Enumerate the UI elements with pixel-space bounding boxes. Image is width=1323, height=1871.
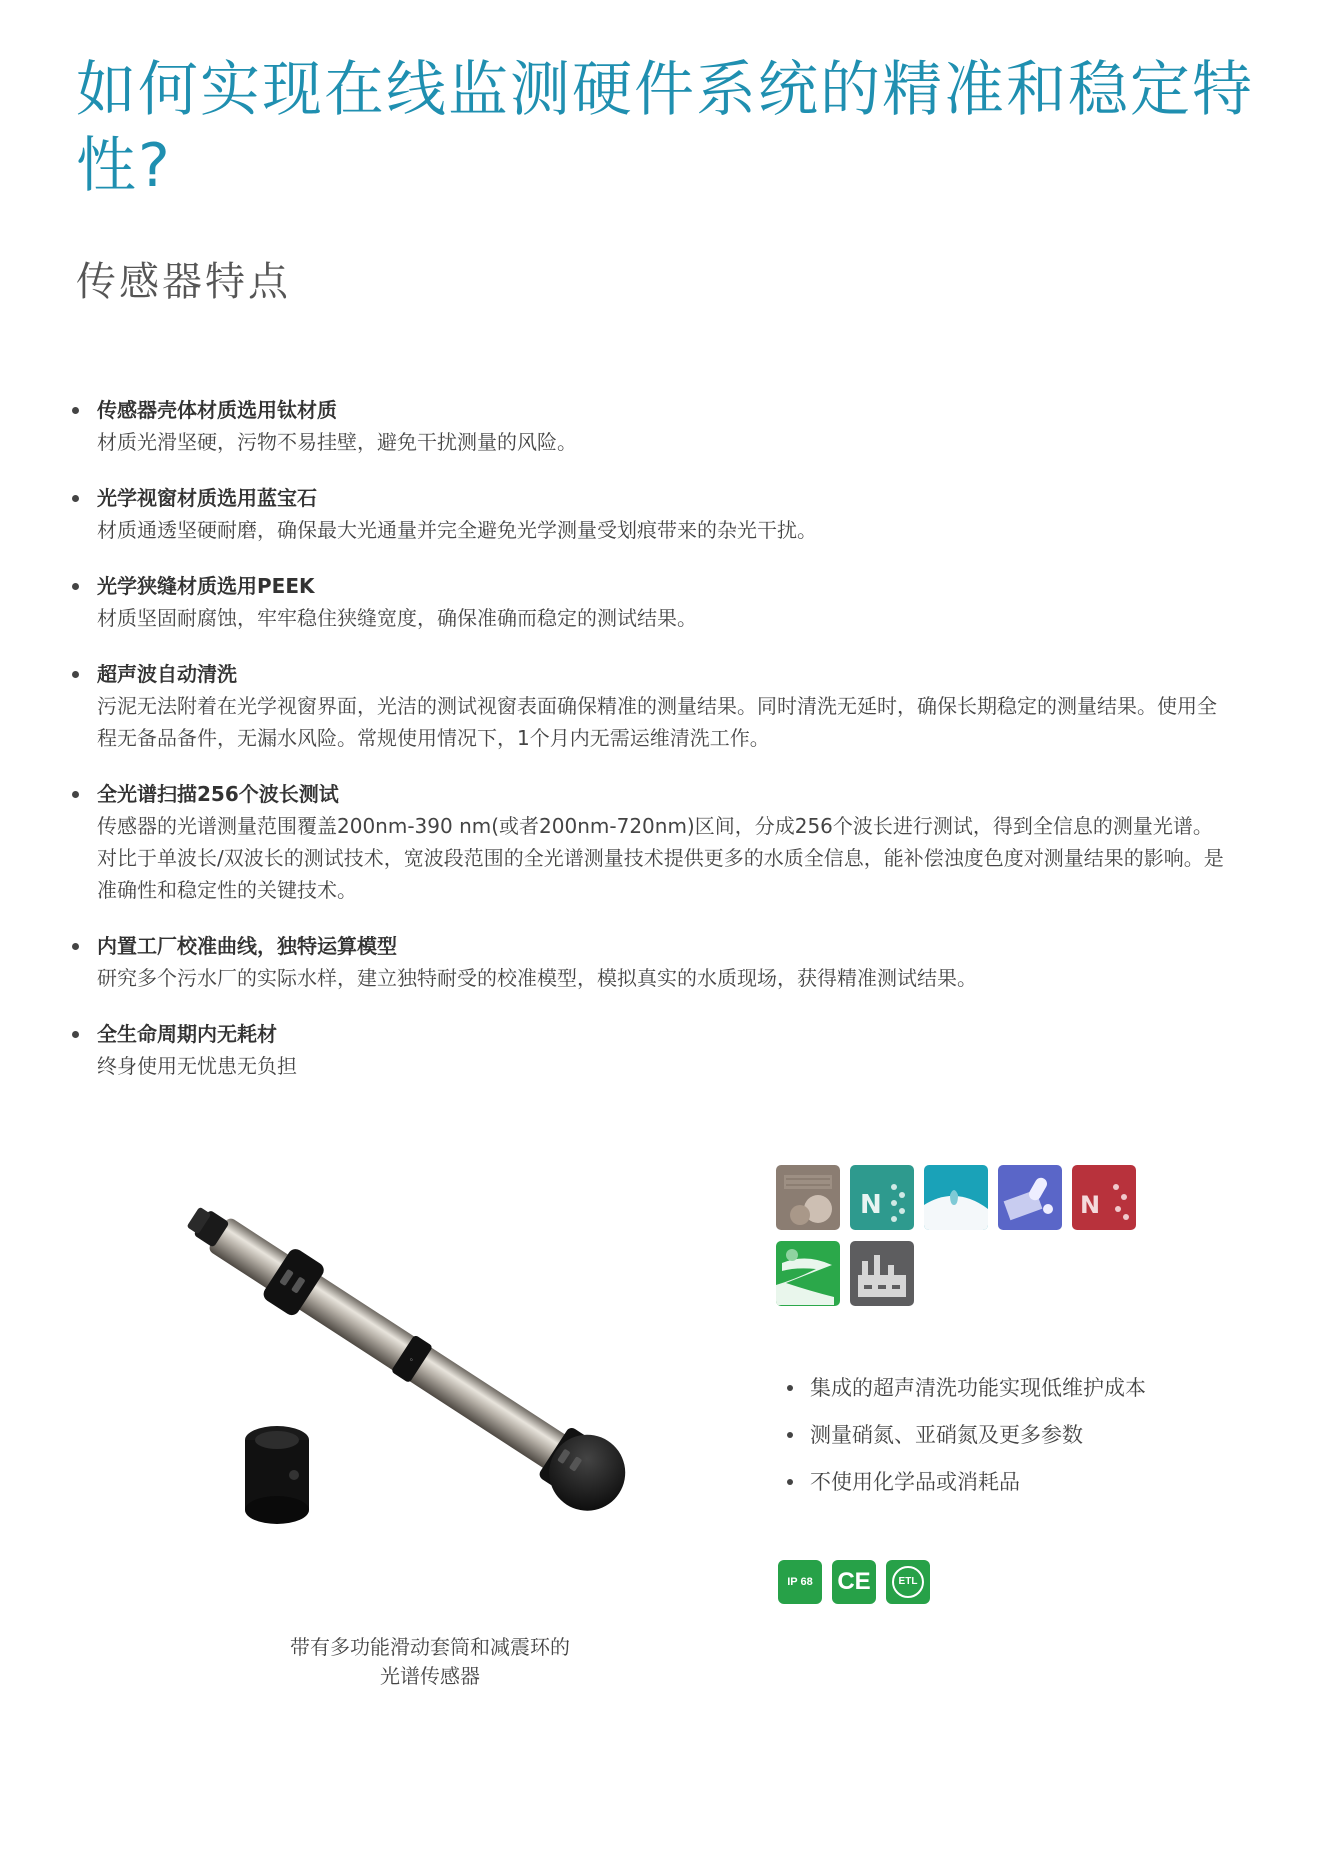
ip68-label: IP 68 (787, 1576, 813, 1588)
nitrogen-icon (850, 1165, 914, 1230)
svg-text:N: N (1080, 1191, 1101, 1219)
pharma-icon (998, 1165, 1062, 1230)
feature-description: 传感器的光谱测量范围覆盖200nm-390 nm(或者200nm-720nm)区间，分成256个波长进行测试，得到全信息的测量光谱。对比于单波长/双波长的测试技术，宽波段范围的全光谱测量技术提供更多的水质全信息，能补偿浊度色度对测量结果的影响。是准确性和稳定性的关键技术。 (97, 814, 1224, 902)
feature-title: 传感器壳体材质选用钛材质 (97, 398, 337, 422)
sensor-image (150, 1200, 710, 1560)
caption-line: 光谱传感器 (380, 1664, 480, 1688)
feature-description: 材质光滑坚硬，污物不易挂壁，避免干扰测量的风险。 (97, 430, 577, 454)
figure-caption (230, 1633, 630, 1691)
factory-icon (850, 1241, 914, 1306)
benefit-item: 集成的超声清洗功能实现低维护成本 (786, 1365, 1146, 1412)
section-heading: 传感器特点 (76, 259, 291, 305)
page-title: 如何实现在线监测硬件系统的精准和稳定特性? (76, 55, 1254, 201)
svg-text:◦: ◦ (406, 1355, 416, 1366)
feature-item (72, 1018, 1232, 1082)
feature-list (72, 394, 1232, 1106)
benefit-item: 不使用化学品或消耗品 (786, 1459, 1146, 1506)
feature-title: 内置工厂校准曲线，独特运算模型 (97, 934, 397, 958)
feature-description: 污泥无法附着在光学视窗界面，光洁的测试视窗表面确保精准的测量结果。同时清洗无延时，确保长期稳定的测量结果。使用全程无备品备件，无漏水风险。常规使用情况下，1个月内无需运维清洗工作。 (97, 694, 1217, 750)
river-icon (776, 1241, 840, 1306)
nitrogen-red-icon (1072, 1165, 1136, 1230)
ce-label: CE (837, 1568, 871, 1595)
application-icons (776, 1165, 1156, 1317)
feature-description: 研究多个污水厂的实际水样，建立独特耐受的校准模型，模拟真实的水质现场，获得精准测试结果。 (97, 966, 977, 990)
feature-item (72, 930, 1232, 994)
svg-text:N: N (860, 1190, 882, 1220)
benefit-list (786, 1365, 1146, 1506)
water-drop-icon (924, 1165, 988, 1230)
caption-line: 带有多功能滑动套筒和减震环的 (290, 1635, 570, 1659)
feature-title: 光学视窗材质选用蓝宝石 (97, 486, 317, 510)
feature-item (72, 482, 1232, 546)
feature-title: 全光谱扫描256个波长测试 (97, 782, 339, 806)
feature-item (72, 658, 1232, 754)
feature-item (72, 394, 1232, 458)
spectral-sensor-illustration (150, 1200, 710, 1560)
feature-description: 材质通透坚硬耐磨，确保最大光通量并完全避免光学测量受划痕带来的杂光干扰。 (97, 518, 817, 542)
feature-title: 全生命周期内无耗材 (97, 1022, 277, 1046)
feature-item (72, 570, 1232, 634)
feature-description: 终身使用无忧患无负担 (97, 1054, 297, 1078)
ip68-icon (778, 1560, 822, 1604)
feature-title: 光学狭缝材质选用PEEK (97, 574, 315, 598)
feature-title: 超声波自动清洗 (97, 662, 237, 686)
benefit-item: 测量硝氮、亚硝氮及更多参数 (786, 1412, 1146, 1459)
ce-icon (832, 1560, 876, 1604)
etl-label: ETL (898, 1576, 918, 1587)
feature-item (72, 778, 1232, 906)
sludge-icon (776, 1165, 840, 1230)
etl-icon (886, 1560, 930, 1604)
feature-description: 材质坚固耐腐蚀，牢牢稳住狭缝宽度，确保准确而稳定的测试结果。 (97, 606, 697, 630)
